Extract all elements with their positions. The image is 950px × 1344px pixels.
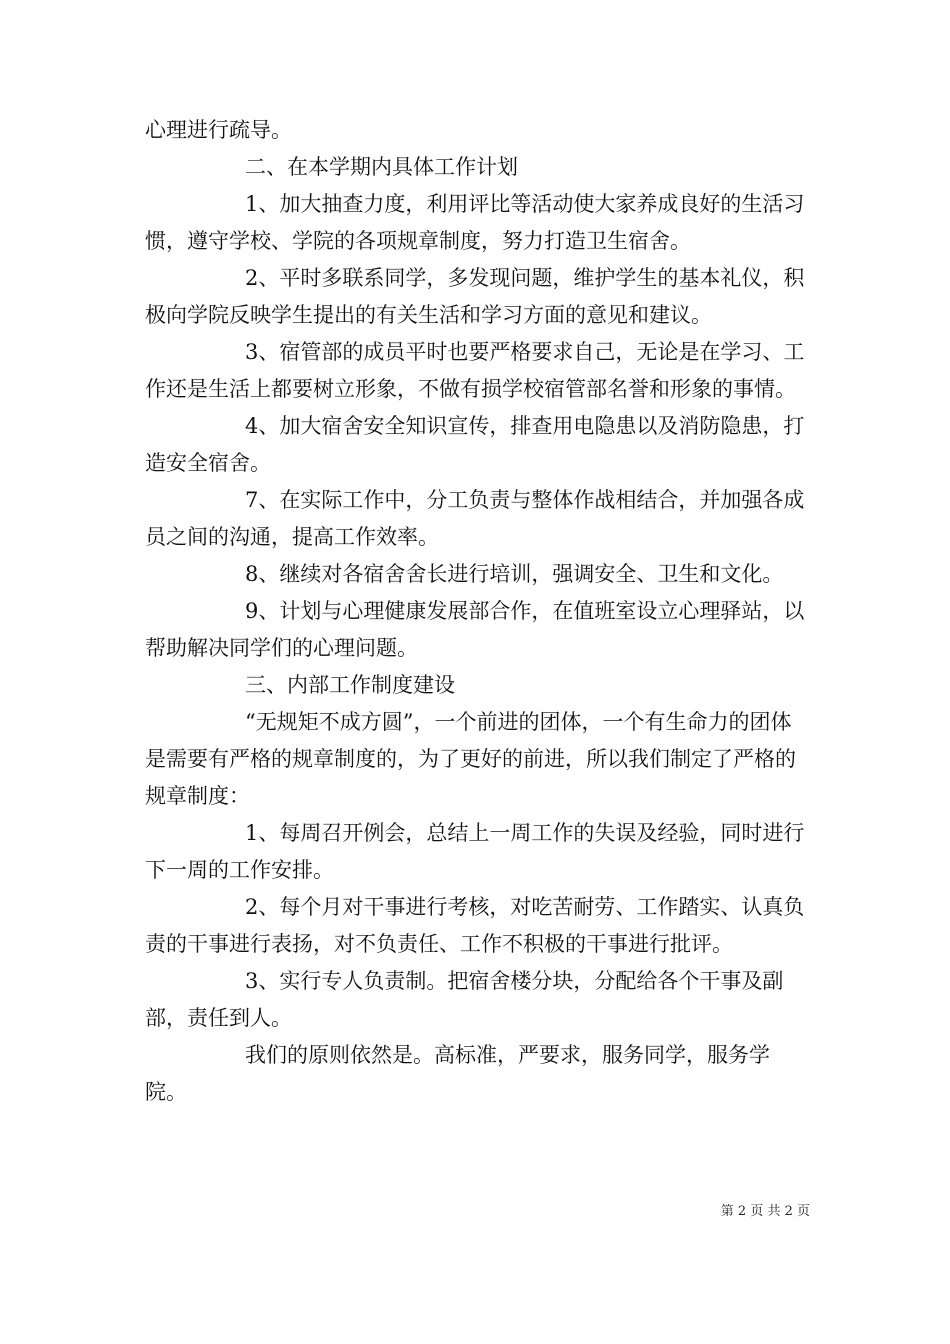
rule-item-1: 1、每周召开例会，总结上一周工作的失误及经验，同时进行下一周的工作安排。: [145, 821, 805, 882]
plan-item-3: 3、宿管部的成员平时也要严格要求自己，无论是在学习、工作还是生活上都要树立形象，不做有损学校宿管部名誉和形象的事情。: [145, 340, 805, 401]
plan-item-8: 8、继续对各宿舍舍长进行培训，强调安全、卫生和文化。: [245, 562, 784, 586]
plan-item-2: 2、平时多联系同学，多发现问题，维护学生的基本礼仪，积极向学院反映学生提出的有关生活和学习方面的意见和建议。: [145, 266, 805, 327]
page-number-footer: 第 2 页 共 2 页: [720, 1204, 810, 1219]
rule-item-3: 3、实行专人负责制。把宿舍楼分块，分配给各个干事及副部，责任到人。: [145, 969, 784, 1030]
section-heading-2: 二、在本学期内具体工作计划: [245, 155, 518, 179]
plan-item-1: 1、加大抽查力度，利用评比等活动使大家养成良好的生活习惯，遵守学校、学院的各项规章制度，努力打造卫生宿舍。: [145, 192, 805, 253]
rules-intro: “无规矩不成方圆”，一个前进的团体，一个有生命力的团体是需要有严格的规章制度的，为了更好的前进，所以我们制定了严格的规章制度：: [145, 710, 796, 808]
section-heading-3: 三、内部工作制度建设: [245, 673, 455, 697]
plan-item-9: 9、计划与心理健康发展部合作，在值班室设立心理驿站，以帮助解决同学们的心理问题。: [145, 599, 805, 660]
closing-principle: 我们的原则依然是。高标准，严要求，服务同学，服务学院。: [145, 1043, 770, 1104]
document-body: [145, 112, 810, 1111]
rule-item-2: 2、每个月对干事进行考核，对吃苦耐劳、工作踏实、认真负责的干事进行表扬，对不负责任、工作不积极的干事进行批评。: [145, 895, 805, 956]
paragraph-continuation: 心理进行疏导。: [145, 118, 292, 142]
plan-item-4: 4、加大宿舍安全知识宣传，排查用电隐患以及消防隐患，打造安全宿舍。: [145, 414, 805, 475]
plan-item-7: 7、在实际工作中，分工负责与整体作战相结合，并加强各成员之间的沟通，提高工作效率。: [145, 488, 805, 549]
